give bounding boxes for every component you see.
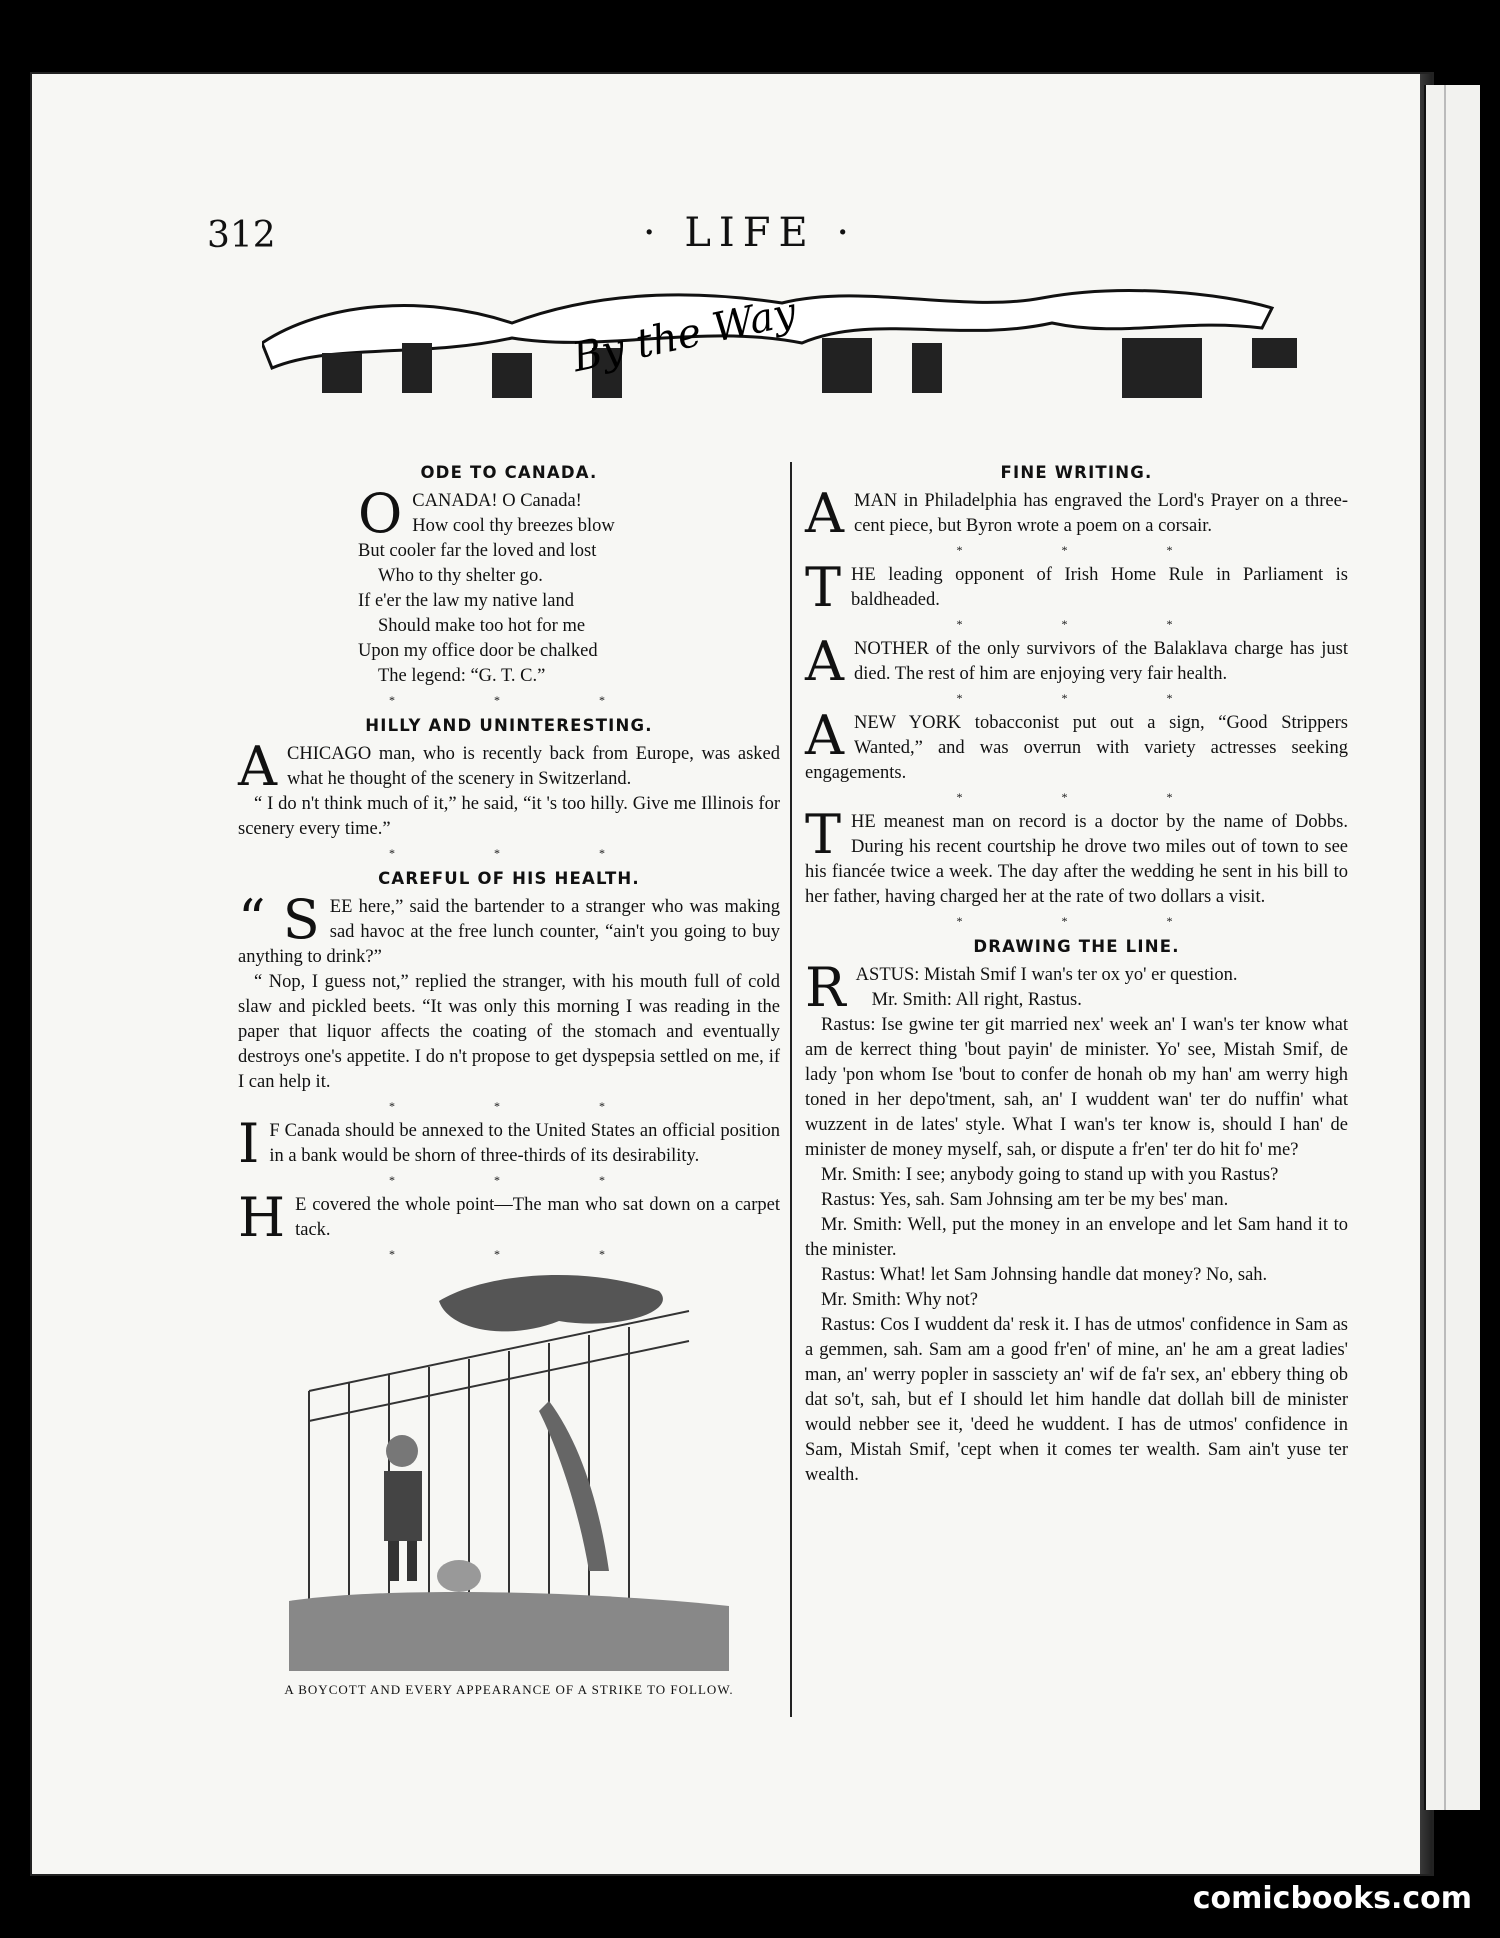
paragraph: “ Nop, I guess not,” replied the stranger, with his mouth full of cold slaw and pickled beets. “It was only this morning I was reading in the paper that liquor affects the coating of the stomach and eventually destroys one's appetite. I do n't propose to get dyspepsia settled on me, if I can help it. (238, 972, 780, 1092)
separator: * * * (389, 1173, 653, 1187)
paragraph: HE meanest man on record is a doctor by the name of Dobbs. During his recent courtship he drove two miles out of town to see his fiancée twice a week. The day after the wedding he sent in his bill to her father, having charged her at the rate of two dollars a visit. (805, 812, 1348, 907)
dropcap: H (238, 1186, 286, 1249)
heading-drawing-the-line: DRAWING THE LINE. (973, 937, 1180, 956)
paragraph: CHICAGO man, who is recently back from Europe, was asked what he thought of the scenery in Switzerland. (287, 744, 780, 789)
dropcap: T (805, 803, 842, 866)
dropcap: T (805, 556, 842, 619)
separator: * * * (956, 914, 1221, 928)
adjacent-page-edge (1424, 85, 1480, 1810)
separator: * * * (389, 846, 653, 860)
dropcap: O (358, 482, 403, 545)
heading-fine-writing: FINE WRITING. (1000, 463, 1153, 482)
site-watermark: comicbooks.com (1192, 1881, 1472, 1916)
dialogue-line: Rastus: Yes, sah. Sam Johnsing am ter be my bes' man. (821, 1190, 1229, 1210)
poem-line: Should make too hot for me (378, 616, 586, 636)
dropcap: “ S (238, 888, 320, 951)
paragraph: NEW YORK tobacconist put out a sign, “Good Strippers Wanted,” and was overrun with variety actresses seeking engagements. (805, 713, 1348, 783)
dialogue-line: Rastus: What! let Sam Johnsing handle dat money? No, sah. (821, 1265, 1268, 1285)
poem-ode (358, 482, 738, 689)
dropcap: A (805, 482, 844, 545)
dropcap: A (805, 704, 844, 767)
boycott-illustration (289, 1271, 729, 1671)
column-divider (790, 462, 792, 1717)
dialogue-line: Mr. Smith: I see; anybody going to stand up with you Rastus? (821, 1165, 1279, 1185)
dropcap: R (805, 956, 846, 1019)
separator: * * * (956, 691, 1221, 705)
poem-line: Upon my office door be chalked (358, 641, 598, 661)
dialogue-line: ASTUS: Mistah Smif I wan's ter ox yo' er question. (855, 965, 1238, 985)
separator: * * * (389, 1099, 653, 1113)
heading-careful: CAREFUL OF HIS HEALTH. (378, 869, 640, 888)
dropcap: A (805, 630, 844, 693)
dropcap: I (238, 1112, 260, 1175)
poem-line: CANADA! O Canada! (412, 491, 582, 511)
separator: * * * (389, 693, 653, 707)
dialogue-line: Mr. Smith: Why not? (821, 1290, 978, 1310)
dialogue-line: Mr. Smith: All right, Rastus. (871, 990, 1082, 1010)
paragraph: MAN in Philadelphia has engraved the Lord's Prayer on a three-cent piece, but Byron wrote a poem on a corsair. (854, 491, 1348, 536)
paragraph: E covered the whole point—The man who sat down on a carpet tack. (295, 1195, 780, 1240)
poem-line: Who to thy shelter go. (378, 566, 543, 586)
dialogue-line: Rastus: Cos I wuddent da' resk it. I has de utmos' confidence in Sam as a gemmen, sah. Sam am a good fr'en' of mine, an' he am a great ladies' man, an' werry popler in sassciety an' wif de fa'r sex, an' ebbery thing ob dat so't, sah, but ef I should let him handle dat dollah bill de minister would nebber see it, 'deed he wuddent. I has de utmos' confidence in Sam, Mistah Smif, 'cept when it comes ter wealth. Sam ain't yuse ter wealth. (805, 1315, 1348, 1485)
paragraph: “ I do n't think much of it,” he said, “it 's too hilly. Give me Illinois for scenery every time.” (238, 794, 780, 839)
separator: * * * (389, 1247, 653, 1261)
dialogue-line: Mr. Smith: Well, put the money in an envelope and let Sam hand it to the minister. (805, 1215, 1348, 1260)
poem-line: If e'er the law my native land (358, 591, 574, 611)
by-the-way-banner (262, 283, 1322, 413)
right-column (805, 458, 1348, 1488)
dropcap: A (238, 735, 277, 798)
paragraph: HE leading opponent of Irish Home Rule in Parliament is baldheaded. (851, 565, 1348, 610)
poem-line: The legend: “G. T. C.” (378, 666, 546, 686)
dialogue-line: Rastus: Ise gwine ter git married nex' week an' I wan's ter know what am de kerrect thing 'bout payin' de minister. Yo' see, Mistah Smif, de lady 'pon whom Ise 'bout to confer de honah ob my han' am werry high toned in her depo'tment, sah, an' I wuddent wan' ter do nuffin' what wuzzent in de lates' style. What I wan's ter know is, should I han' de minister de money myself, sah, or dispute a fr'en' ter do hit fo' me? (805, 1015, 1348, 1160)
masthead-title: · LIFE · (642, 210, 858, 256)
paragraph: EE here,” said the bartender to a stranger who was making sad havoc at the free lunch counter, “ain't you going to buy anything to drink?” (238, 897, 780, 967)
poem-line: How cool thy breezes blow (412, 516, 615, 536)
separator: * * * (956, 790, 1221, 804)
heading-ode: ODE TO CANADA. (420, 463, 598, 482)
poem-line: But cooler far the loved and lost (358, 541, 597, 561)
paragraph: F Canada should be annexed to the United States an official position in a bank would be shorn of three-thirds of its desirability. (269, 1121, 780, 1166)
page-number: 312 (207, 215, 276, 256)
paragraph: NOTHER of the only survivors of the Balaklava charge has just died. The rest of him are enjoying very fair health. (854, 639, 1348, 684)
banner-text: By the Way (568, 289, 801, 382)
heading-hilly: HILLY AND UNINTERESTING. (365, 716, 653, 735)
left-column (238, 458, 780, 1702)
separator: * * * (956, 543, 1221, 557)
separator: * * * (956, 617, 1221, 631)
illustration-caption: A BOYCOTT AND EVERY APPEARANCE OF A STRIKE TO FOLLOW. (284, 1682, 734, 1697)
